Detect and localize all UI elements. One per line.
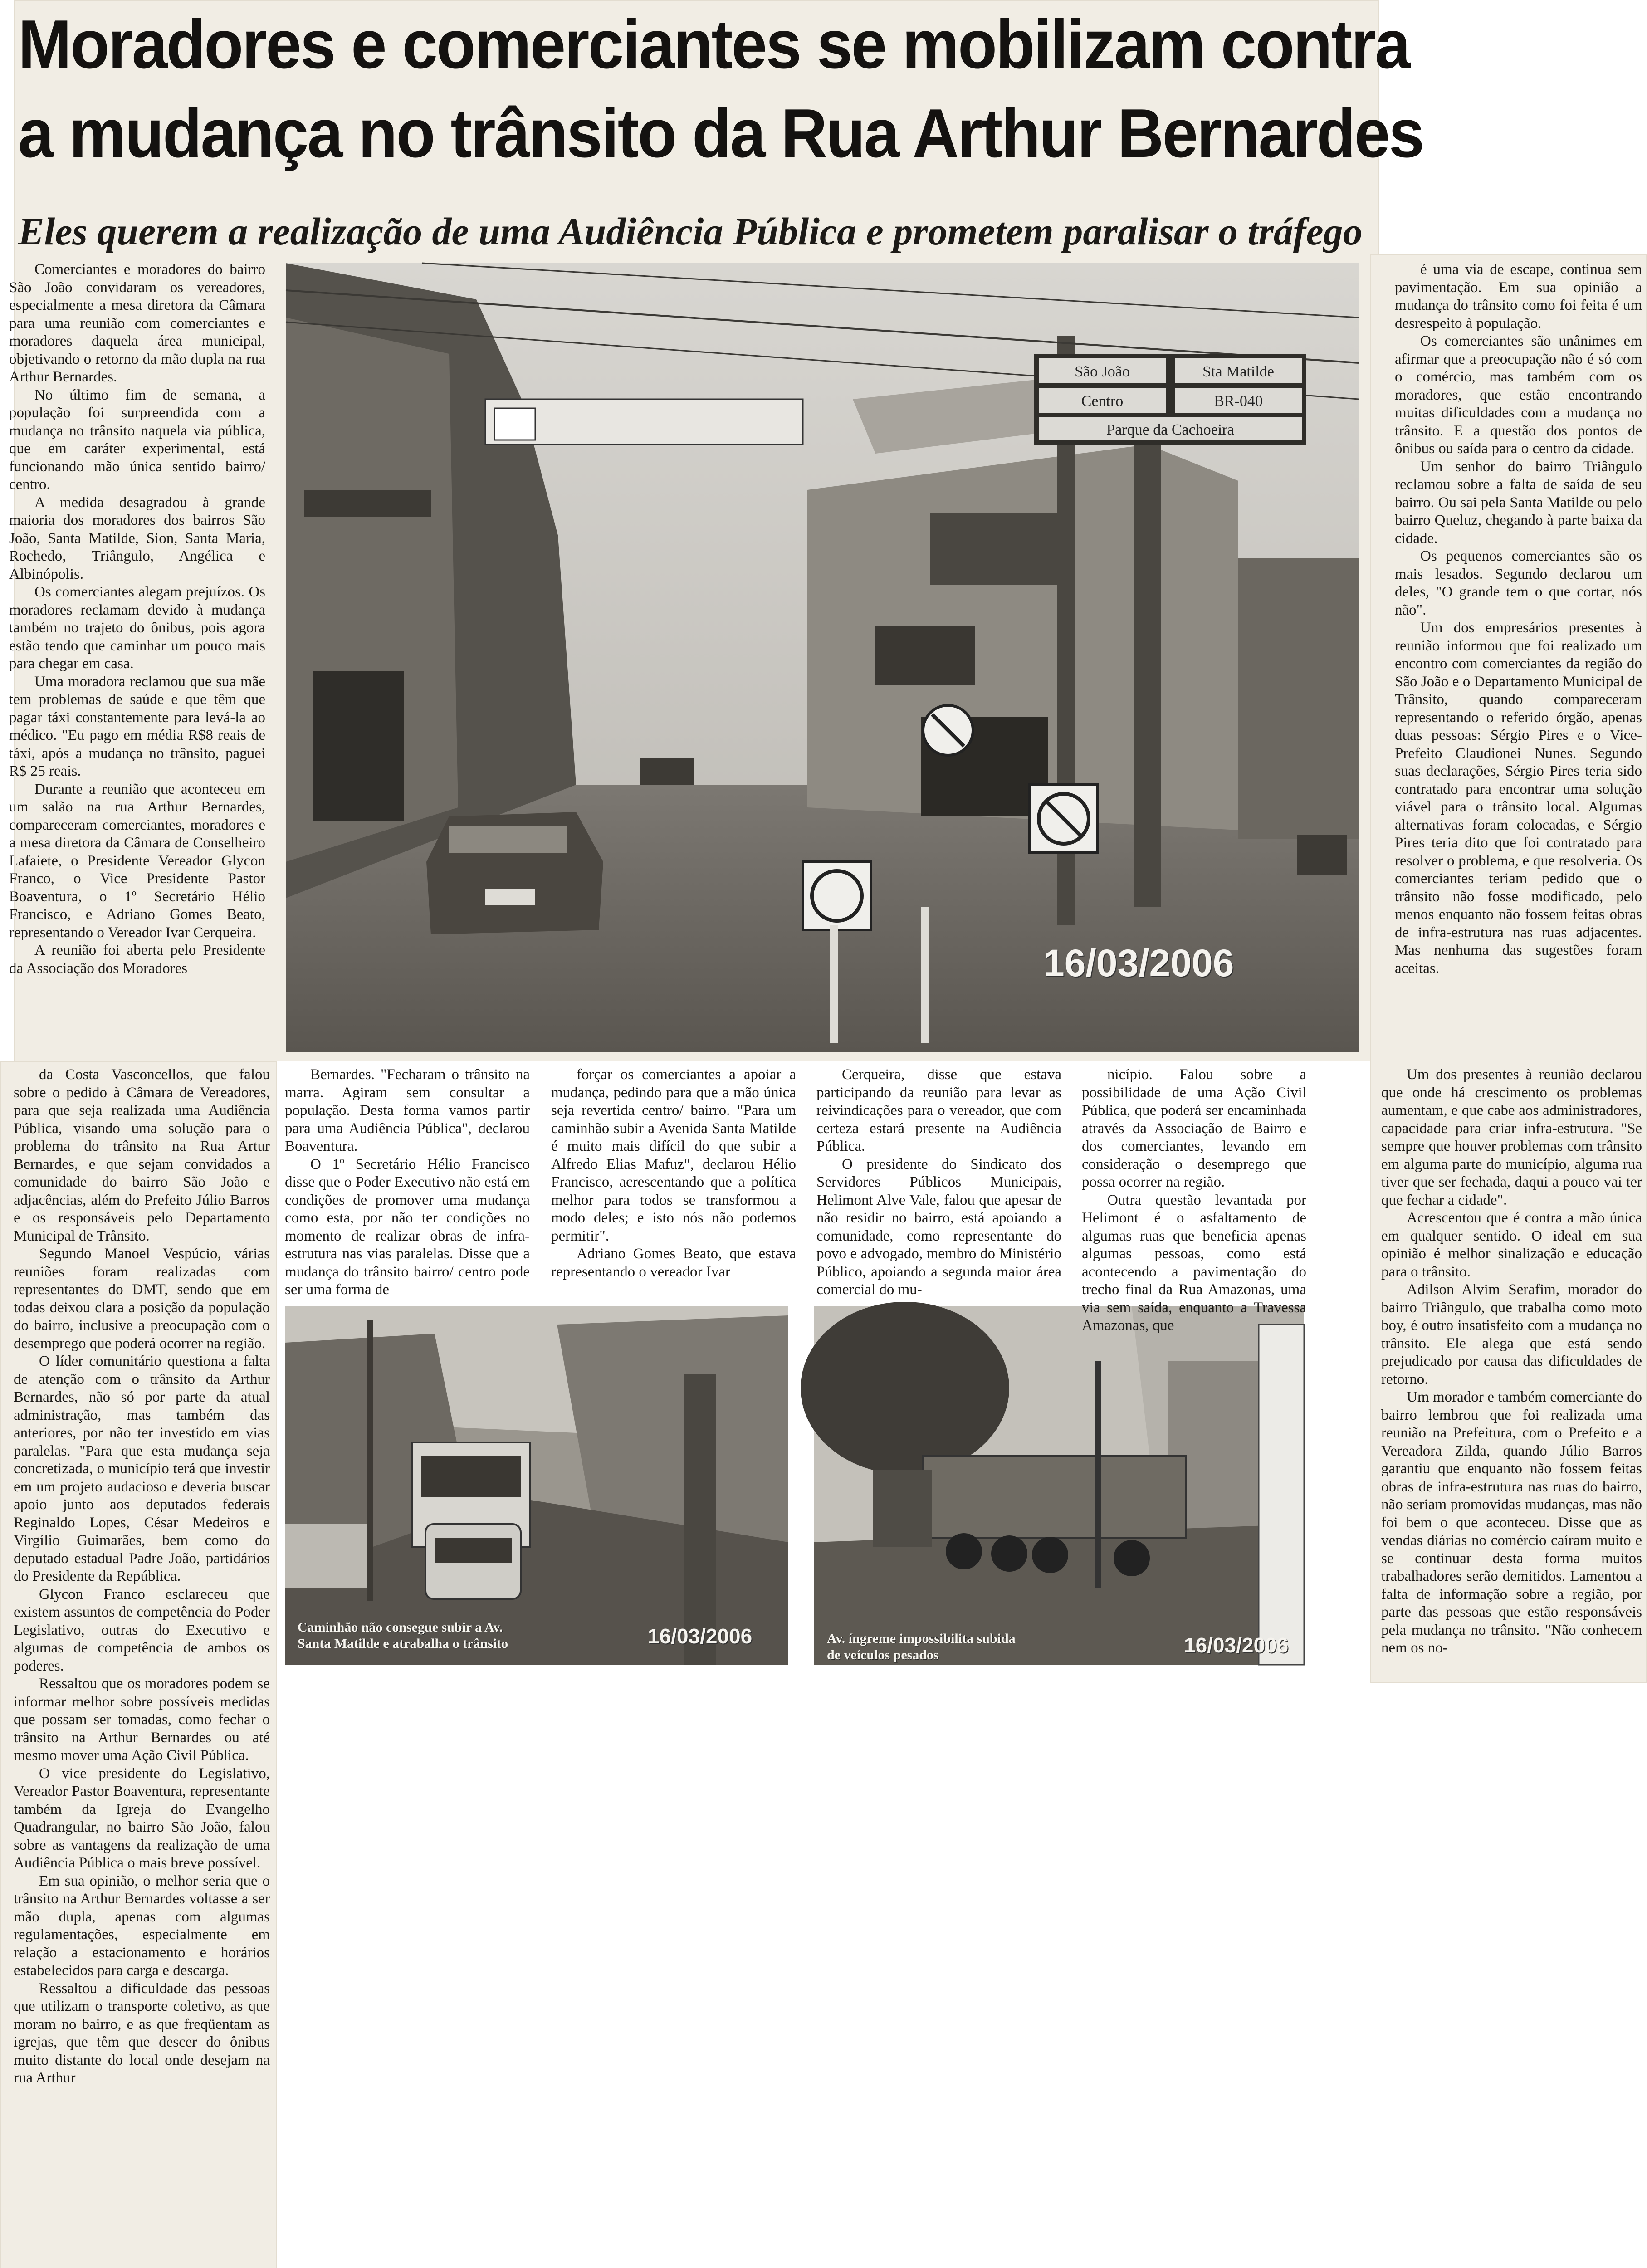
paragraph: é uma via de escape, continua sem pavimentação. Em sua opinião a mudança do trânsito como foi feita é um desrespeito à população. [1395,261,1642,332]
paragraph: Segundo Manoel Vespúcio, várias reuniões foram realizadas com representantes do DMT, sendo que em todas deixou clara a posição da população do bairro, inclusive a preocupação com o desemprego que poderá ocorrer na região. [14,1246,270,1352]
paragraph: Uma moradora reclamou que sua mãe tem problemas de saúde e que têm que pagar táxi constantemente para levá-la ao médico. "Eu pago em média R$8 reais de táxi, após a mudança no trânsito, paguei R$ 25 reais. [9,673,265,779]
paragraph: nicípio. Falou sobre a possibilidade de uma Ação Civil Pública, que poderá ser encaminhada através da Associação de Bairro e dos comerciantes, levando em consideração o desemprego que possa ocorrer na região. [1082,1066,1306,1190]
paragraph: Adriano Gomes Beato, que estava representando o vereador Ivar [551,1246,796,1280]
paragraph: O 1º Secretário Hélio Francisco disse que o Poder Executivo não está em condições de promover uma mudança como esta, por não ter condições no momento de realizar obras de infra-estrutura nas vias paralelas. Disse que a mudança do trânsito bairro/ centro pode ser uma forma de [285,1156,530,1298]
truck-photo-date-stamp: 16/03/2006 [1184,1633,1289,1657]
truck-photo [814,1306,1304,1665]
headline [18,0,1520,178]
subheadline: Eles querem a realização de uma Audiência Pública e prometem paralisar o tráfego [18,210,1363,253]
bus-photo-date-stamp: 16/03/2006 [648,1624,753,1648]
paragraph: Cerqueira, disse que estava participando da reunião para levar as reivindicações para o vereador, que com certeza estará presente na Audiência Pública. [816,1066,1061,1154]
paragraph: Adilson Alvim Serafim, morador do bairro Triângulo, que trabalha como moto boy, é outro insatisfeito com a mudança no trânsito. Ele alega que está sendo prejudicado por causa das dificuldades de retorno. [1381,1281,1642,1388]
paragraph: O presidente do Sindicato dos Servidores Públicos Municipais, Helimont Alve Vale, falou que apesar de não residir no bairro, está apoiando a comunidade, como representante do povo e advogado, membro do Ministério Público, apoiando a segunda maior área comercial do mu- [816,1156,1061,1298]
main-street-photo [286,263,1359,1052]
paragraph: Os comerciantes alegam prejuízos. Os moradores reclamam devido à mudança também no trajeto do ônibus, pois agora estão tendo que caminhar um pouco mais para chegar em casa. [9,584,265,672]
paragraph: Um morador e também comerciante do bairro lembrou que foi realizada uma reunião na Prefeitura, com o Prefeito e a Vereadora Zilda, quando Júlio Barros garantiu que enquanto não fossem feitas obras de infra-estrutura nas ruas do bairro, não seriam promovidas mudanças, mas não foi bem o que aconteceu. Disse que as vendas diárias no comércio caíram muito e se continuar desta forma muitos trabalhadores serão demitidos. Lamentou a falta de informação sobre a região, por parte das pessoas que estão responsáveis pela mudança no trânsito. "Não conhecem nem os no- [1381,1389,1642,1656]
article-column-1 [9,261,265,1064]
paragraph: Acrescentou que é contra a mão única em qualquer sentido. O ideal em sua opinião é melhor sinalização e educação para o trânsito. [1381,1210,1642,1280]
paragraph: No último fim de semana, a população foi surpreendida com a mudança no trânsito naquela via pública, que em caráter experimental, está funcionando mão única sentido bairro/ centro. [9,386,265,493]
paragraph: Outra questão levantada por Helimont é o asfaltamento de algumas ruas que beneficia apenas algumas pessoas, como está acontecendo a pavimentação do trecho final da Rua Amazonas, uma via sem saída, enquanto a Travessa Amazonas, que [1082,1192,1306,1334]
article-column-4 [816,1066,1061,1302]
article-column-5 [1082,1066,1306,1334]
headline-line-1: Moradores e comerciantes se mobilizam contra [18,6,1409,83]
sign-text-1: São João [1075,363,1130,380]
paragraph: Um dos presentes à reunião declarou que onde há crescimento os problemas aumentam, e que cabe aos administradores, capacidade para criar infra-estrutura. "Se sempre que houver problemas com trânsito em alguma parte do município, alguma rua tiver que ser fechada, daqui a pouco vai ter que fechar a cidade". [1381,1066,1642,1208]
paragraph: Ressaltou que os moradores podem se informar melhor sobre possíveis medidas que possam ser tomadas, como fechar o trânsito na Arthur Bernardes ou até mesmo mover uma Ação Civil Pública. [14,1676,270,1764]
paragraph: A reunião foi aberta pelo Presidente da Associação dos Moradores [9,942,265,977]
paragraph: Um senhor do bairro Triângulo reclamou sobre a falta de saída de seu bairro. Ou sai pela Santa Matilde ou pelo bairro Queluz, chegando à parte baixa da cidade. [1395,458,1642,547]
paragraph: da Costa Vasconcellos, que falou sobre o pedido à Câmara de Vereadores, para que seja realizada uma Audiência Pública, visando uma solução para o problema do trânsito na Rua Artur Bernardes, e que sejam convidados a comunidade do bairro São João e adjacências, além do Prefeito Júlio Barros e os responsáveis pelo Departamento Municipal de Trânsito. [14,1066,270,1244]
paragraph: Glycon Franco esclareceu que existem assuntos de competência do Poder Legislativo, outras do Executivo e algumas de competência de ambos os poderes. [14,1586,270,1674]
bus-photo-caption: Caminhão não consegue subir a Av. Santa Matilde e atrabalha o trânsito [298,1620,508,1651]
paragraph: Em sua opinião, o melhor seria que o trânsito na Arthur Bernardes voltasse a ser mão dupla, apenas com algumas regulamentações, especialmente em relação a estacionamento e horários estabelecidos para carga e descarga. [14,1872,270,1979]
paragraph: A medida desagradou à grande maioria dos moradores dos bairros São João, Santa Matilde, Sion, Santa Maria, Rochedo, Triângulo, Angélica e Albinópolis. [9,494,265,582]
sign-text-3: Centro [1081,393,1124,410]
article-column-3 [551,1066,796,1302]
article-column-2 [285,1066,530,1302]
article-column-7 [1381,1066,1642,1681]
paragraph: O vice presidente do Legislativo, Vereador Pastor Boaventura, representante também da Igreja do Evangelho Quadrangular, no bairro São João, falou sobre as vantagens da realização de uma Audiência Pública o mais breve possível. [14,1765,270,1871]
paragraph: Durante a reunião que aconteceu em um salão na rua Arthur Bernardes, compareceram comerciantes, moradores e a mesa diretora da Câmara de Conselheiro Lafaiete, o Presidente Vereador Glycon Franco, o Vice Presidente Pastor Boaventura, o 1º Secretário Hélio Francisco, e Adriano Gomes Beato, representando o Vereador Ivar Cerqueira. [9,781,265,941]
bus-photo [285,1306,788,1665]
paragraph: Os comerciantes são unânimes em afirmar que a preocupação não é só com o comércio, mas também com os moradores, que estão encontrando muitas dificuldades com a mudança no trânsito. E a questão dos pontos de ônibus ou saída para o centro da cidade. [1395,333,1642,457]
paragraph: forçar os comerciantes a apoiar a mudança, pedindo para que a mão única seja revertida centro/ bairro. "Para um caminhão subir a Avenida Santa Matilde é muito mais difícil do que subir a Alfredo Elias Mafuz", declarou Hélio Francisco, acrescentando que a política melhor para todos se transformou a modo deles; e isto nós não podemos permitir". [551,1066,796,1244]
truck-photo-caption: Av. íngreme impossibilita subida de veículos pesados [827,1631,1016,1662]
headline-line-2: a mudança no trânsito da Rua Arthur Bernardes [18,95,1423,172]
sign-text-5: Parque da Cachoeira [1106,421,1234,438]
paragraph: Um dos empresários presentes à reunião informou que foi realizado um encontro com comerciantes da região do São João e o Departamento Municipal de Trânsito, quando compareceram representando o referido órgão, apenas duas pessoas: Sérgio Pires e o Vice-Prefeito Claudionei Nunes. Segundo suas declarações, Sérgio Pires teria sido contratado para encontrar uma solução viável para o trânsito local. Algumas alternativas foram colocadas, e Sérgio Pires teria dito que foi contratado para resolver o problema, e que resolveria. Os comerciantes teriam pedido que o trânsito não fosse modificado, pelo menos enquanto não fossem feitas obras de infra-estrutura nas ruas adjacentes. Mas nenhuma das sugestões foram aceitas. [1395,620,1642,977]
paragraph: Bernardes. "Fecharam o trânsito na marra. Agiram sem consultar a população. Desta forma vamos partir para uma Audiência Pública", declarou Boaventura. [285,1066,530,1154]
paragraph: Comerciantes e moradores do bairro São João convidaram os vereadores, especialmente a mesa diretora da Câmara para uma reunião com comerciantes e moradores daquela área municipal, objetivando o retorno da mão dupla na rua Arthur Bernardes. [9,261,265,385]
sign-text-2: Sta Matilde [1202,363,1274,380]
sign-text-4: BR-040 [1214,393,1263,410]
paragraph: Os pequenos comerciantes são os mais lesados. Segundo declarou um deles, "O grande tem o que cortar, nós não". [1395,548,1642,618]
article-column-1-continued [14,1066,270,2268]
main-photo-date-stamp: 16/03/2006 [1043,942,1234,984]
paragraph: Ressaltou a dificuldade das pessoas que utilizam o transporte coletivo, as que moram no bairro, e as que freqüentam as igrejas, que têm que descer do ônibus muito distante do local onde desejam na rua Arthur [14,1980,270,2086]
article-column-6 [1395,261,1642,1064]
paragraph: O líder comunitário questiona a falta de atenção com o trânsito da Arthur Bernardes, não só por parte da atual administração, mas também das anteriores, por não ter investido em vias paralelas. "Para que esta mudança seja concretizada, o município terá que investir em um projeto audacioso e deveria buscar apoio junto aos deputados federais Reginaldo Lopes, César Medeiros e Virgílio Guimarães, bem como do deputado estadual Padre João, partidários do Presidente da República. [14,1353,270,1584]
